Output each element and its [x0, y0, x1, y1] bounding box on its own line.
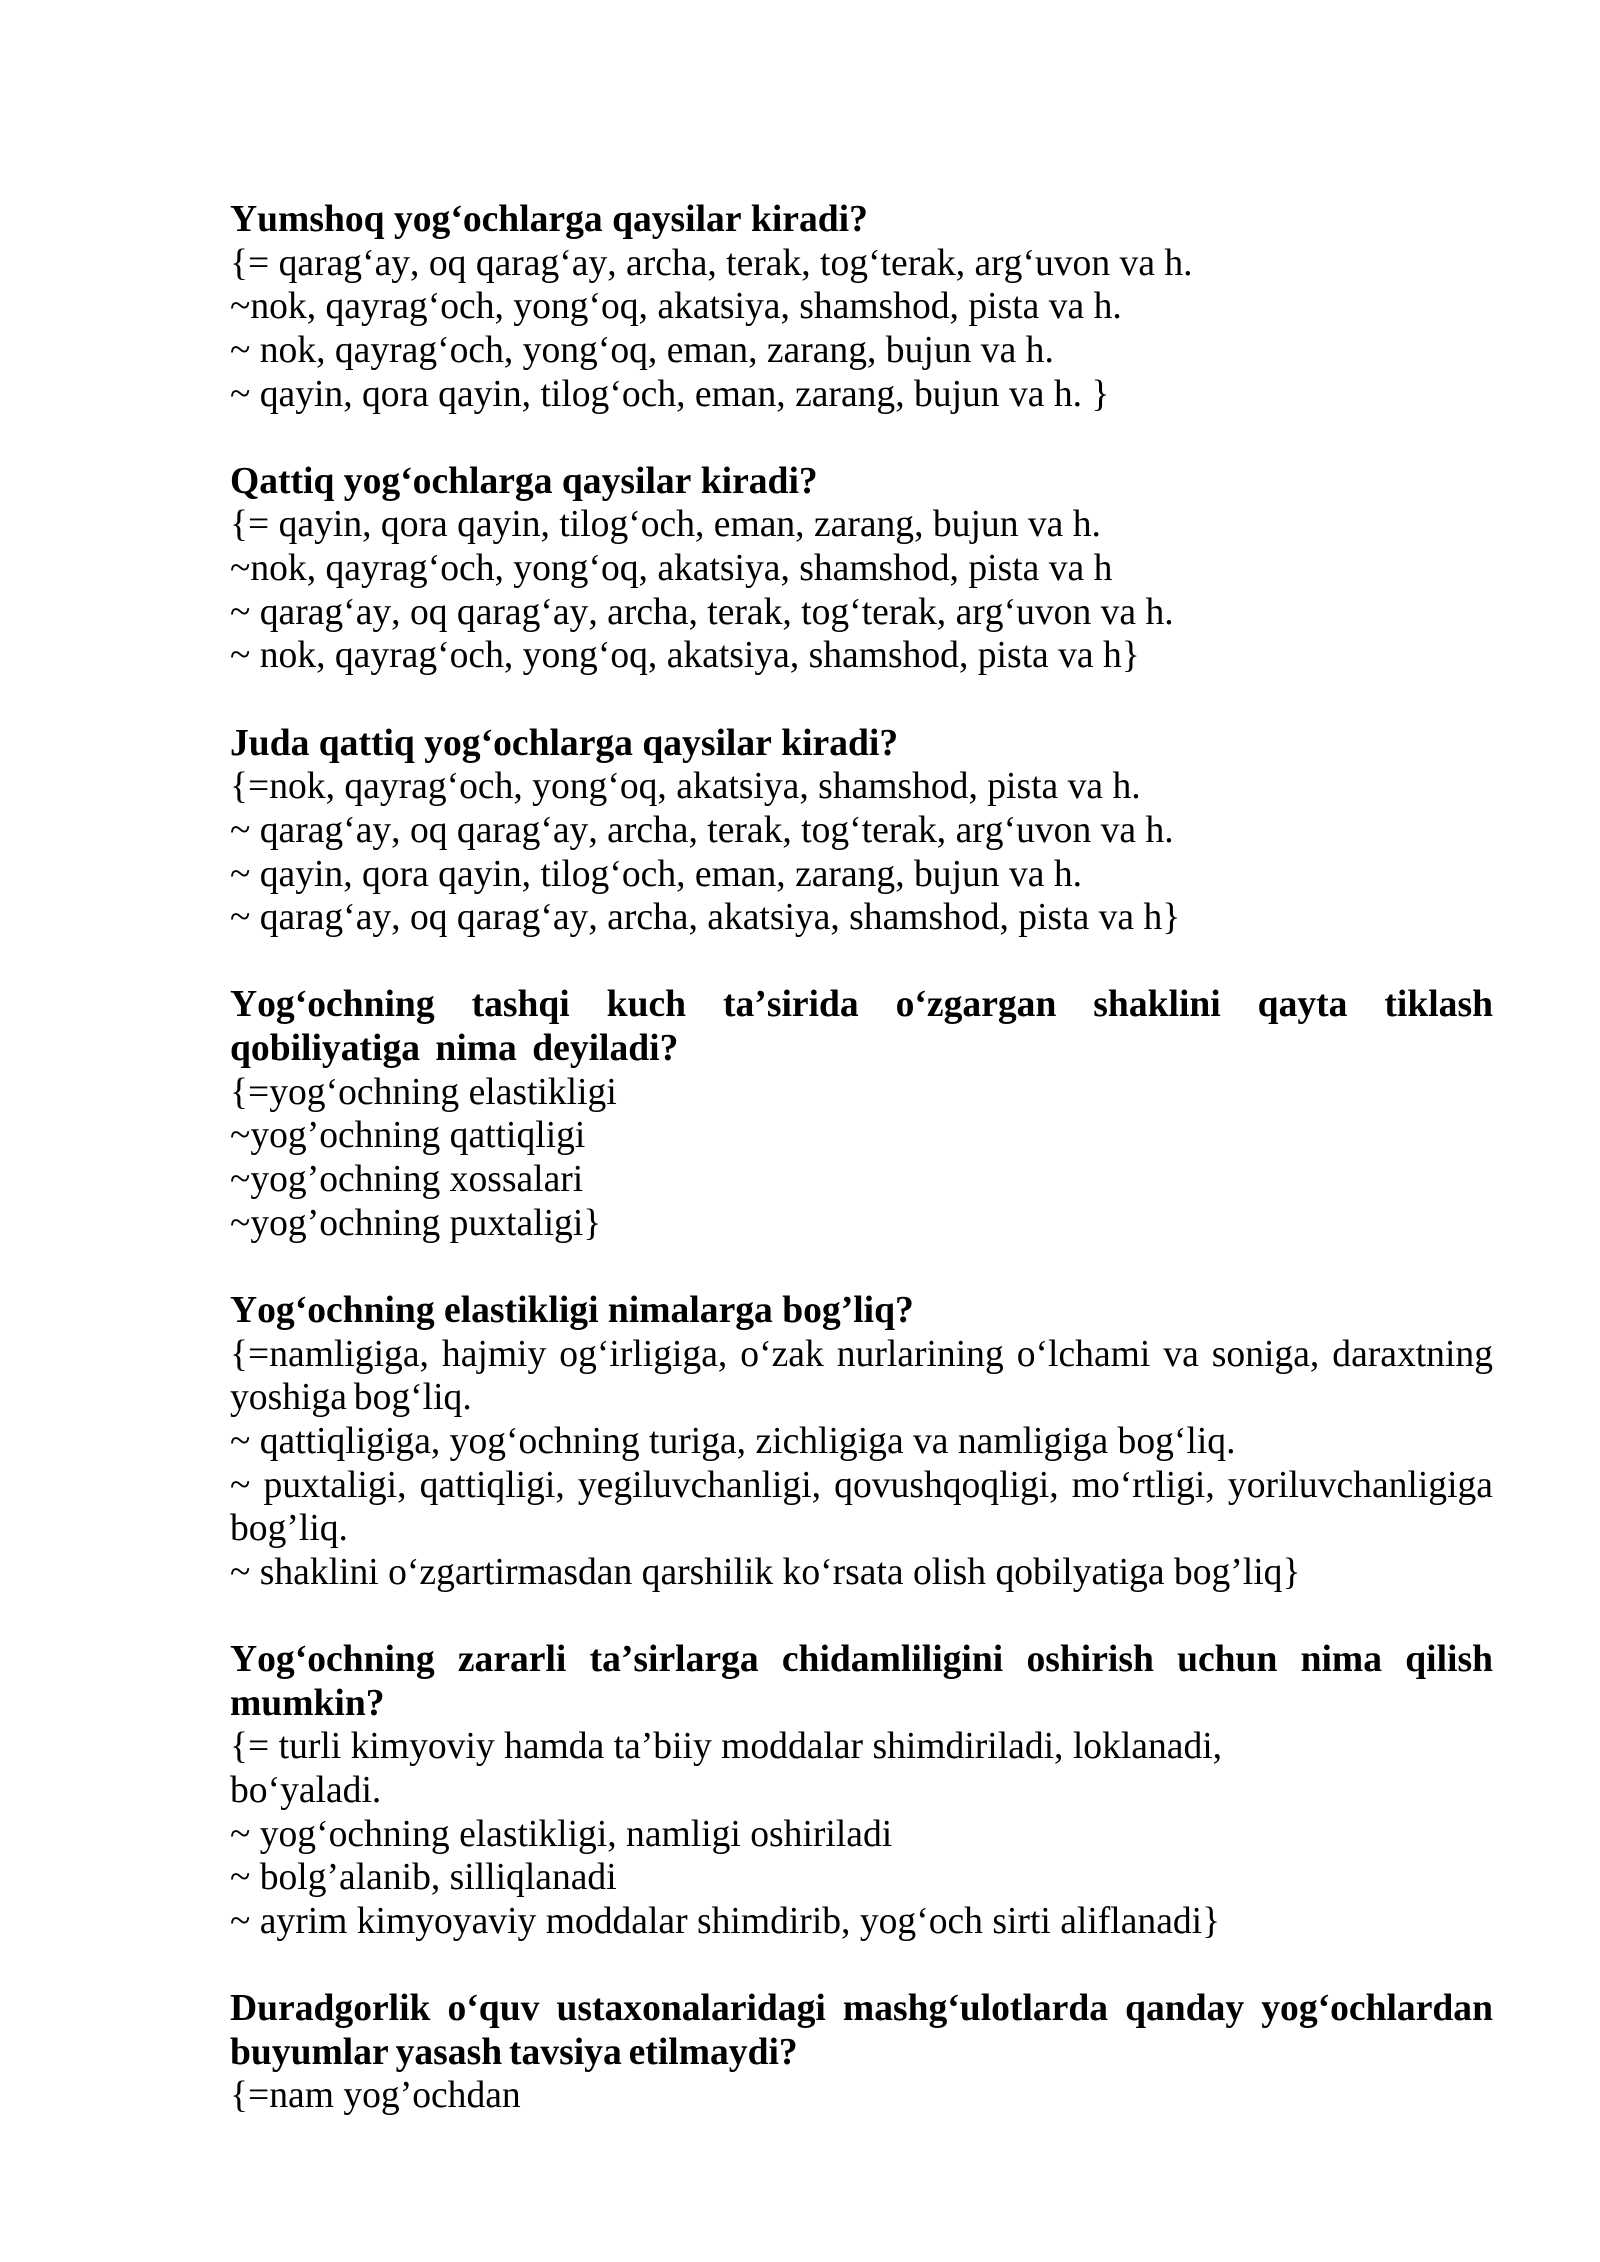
question-4-answer-3: ~yog’ochning xossalari	[230, 1159, 584, 1201]
question-5-answer-4: ~ shaklini o‘zgartirmasdan qarshilik ko‘rsata olish qobilyatiga bog’liq}	[230, 1551, 1301, 1593]
question-6-answer-4: ~ ayrim kimyoyaviy moddalar shimdirib, yog‘och sirti aliflanadi}	[230, 1900, 1221, 1942]
question-1-answer-3: ~ nok, qayrag‘och, yong‘oq, eman, zarang, bujun va h.	[230, 329, 1054, 371]
question-2-answer-3: ~ qarag‘ay, oq qarag‘ay, archa, terak, tog‘terak, arg‘uvon va h.	[230, 591, 1174, 633]
document-page	[230, 198, 1493, 2118]
question-4-answer-2: ~yog’ochning qattiqligi	[230, 1115, 586, 1157]
question-2-text: Qattiq yog‘ochlarga qaysilar kiradi?	[230, 460, 818, 502]
question-block-1	[230, 198, 1493, 416]
question-6-answer-3: ~ bolg’alanib, silliqlanadi	[230, 1857, 617, 1899]
question-1-text: Yumshoq yog‘ochlarga qaysilar kiradi?	[230, 199, 868, 240]
question-1-answer-4: ~ qayin, qora qayin, tilog‘och, eman, zarang, bujun va h. }	[230, 373, 1110, 415]
question-block-5	[230, 1289, 1493, 1594]
question-block-3	[230, 722, 1493, 940]
question-6-answer-1: {= turli kimyoviy hamda ta’biiy moddalar shimdiriladi, loklanadi, bo‘yaladi.	[230, 1726, 1223, 1811]
question-3-answer-3: ~ qayin, qora qayin, tilog‘och, eman, zarang, bujun va h.	[230, 853, 1083, 895]
question-block-6	[230, 1638, 1493, 1943]
question-3-answer-2: ~ qarag‘ay, oq qarag‘ay, archa, terak, tog‘terak, arg‘uvon va h.	[230, 809, 1174, 851]
question-6-text: Yog‘ochning zararli ta’sirlarga chidamliligini oshirish uchun nima qilish mumkin?	[230, 1639, 1493, 1724]
question-5-answer-1: {=namligiga, hajmiy og‘irligiga, o‘zak nurlarining o‘lchami va soniga, daraxtning yoshiga bog‘liq.	[230, 1333, 1493, 1419]
question-block-2	[230, 460, 1493, 678]
question-2-answer-1: {= qayin, qora qayin, tilog‘och, eman, zarang, bujun va h.	[230, 504, 1101, 546]
question-5-answer-3: ~ puxtaligi, qattiqligi, yegiluvchanligi, qovushqoqligi, mo‘rtligi, yoriluvchanligiga bog’liq.	[230, 1464, 1493, 1550]
question-block-7	[230, 1987, 1493, 2118]
question-7-answer-1: {=nam yog’ochdan	[230, 2075, 521, 2117]
question-3-answer-1: {=nok, qayrag‘och, yong‘oq, akatsiya, shamshod, pista va h.	[230, 766, 1141, 808]
question-1-answer-1: {= qarag‘ay, oq qarag‘ay, archa, terak, tog‘terak, arg‘uvon va h.	[230, 242, 1193, 284]
question-7-text: Duradgorlik o‘quv ustaxonalaridagi mashg‘ulotlarda qanday yog‘ochlardan buyumlar yasash tavsiya etilmaydi?	[230, 1988, 1493, 2073]
question-5-answer-2: ~ qattiqligiga, yog‘ochning turiga, zichligiga va namligiga bog‘liq.	[230, 1420, 1236, 1462]
question-4-answer-4: ~yog’ochning puxtaligi}	[230, 1202, 602, 1244]
question-3-text: Juda qattiq yog‘ochlarga qaysilar kiradi?	[230, 722, 899, 764]
question-3-answer-4: ~ qarag‘ay, oq qarag‘ay, archa, akatsiya, shamshod, pista va h}	[230, 897, 1181, 939]
question-2-answer-2: ~nok, qayrag‘och, yong‘oq, akatsiya, shamshod, pista va h	[230, 548, 1113, 590]
question-5-text: Yog‘ochning elastikligi nimalarga bog’liq?	[230, 1289, 914, 1331]
question-2-answer-4: ~ nok, qayrag‘och, yong‘oq, akatsiya, shamshod, pista va h}	[230, 635, 1140, 677]
question-4-text: Yog‘ochning tashqi kuch ta’sirida o‘zgargan shaklini qayta tiklash qobiliyatiga nima deyiladi?	[230, 984, 1493, 1070]
question-6-answer-2: ~ yog‘ochning elastikligi, namligi oshiriladi	[230, 1813, 893, 1855]
question-1-answer-2: ~nok, qayrag‘och, yong‘oq, akatsiya, shamshod, pista va h.	[230, 286, 1122, 328]
question-block-4	[230, 983, 1493, 1245]
question-4-answer-1: {=yog‘ochning elastikligi	[230, 1071, 617, 1113]
